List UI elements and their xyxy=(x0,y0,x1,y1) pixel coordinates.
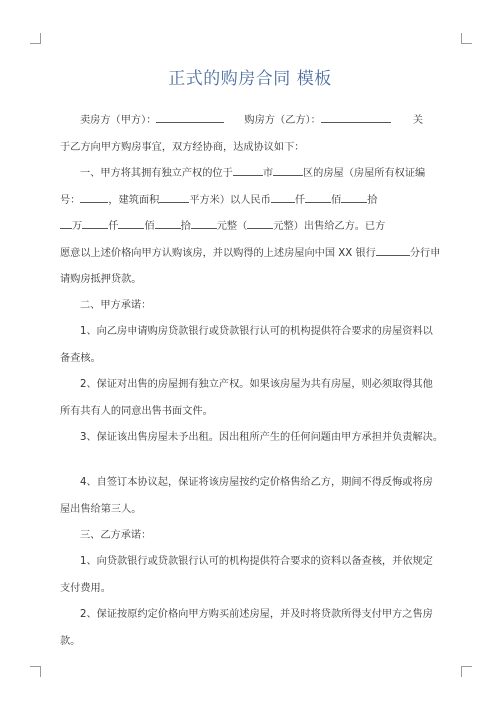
clause-1-line-1: 一、甲方将其拥有独立产权的位于 市 区的房屋（房屋所有权证编 xyxy=(60,161,432,188)
seller-label: 卖房方（甲方）： xyxy=(80,115,157,126)
section-2-item-2: 2、保证对出售的房屋拥有独立产权。如果该房屋为共有房屋，则必须取得其他 所有共有人的同意出售书面文件。 xyxy=(60,379,433,417)
bank-branch-blank[interactable] xyxy=(376,244,410,256)
page-corner-mark-top-right xyxy=(461,33,472,44)
price-qian-blank-2[interactable] xyxy=(82,217,108,229)
seller-blank[interactable] xyxy=(156,111,224,123)
price-shi-blank-2[interactable] xyxy=(155,217,181,229)
page-corner-mark-bottom-left xyxy=(30,666,41,677)
price-qian-blank-1[interactable] xyxy=(271,191,295,203)
clause-1-paragraph xyxy=(60,161,441,294)
price-bai-blank-1[interactable] xyxy=(305,191,331,203)
section-2-item-4: 4、自签订本协议起，保证将该房屋按约定价格售给乙方，期间不得反悔或将房 屋出售给第三人。 xyxy=(60,477,433,515)
buyer-blank[interactable] xyxy=(321,111,391,123)
section-2-item-3: 3、保证该出售房屋未予出租。因出租所产生的任何问题由甲方承担并负责解决。 xyxy=(80,432,444,443)
certificate-number-blank[interactable] xyxy=(80,191,108,203)
price-numeric-blank[interactable] xyxy=(247,217,273,229)
page-corner-mark-top-left xyxy=(30,33,41,44)
clause-1-line-5: 请购房抵押贷款。 xyxy=(60,274,142,285)
parties-line xyxy=(60,108,432,135)
buyer-label: 购房方（乙方）： xyxy=(244,115,321,126)
price-yuan-blank[interactable] xyxy=(191,217,217,229)
price-wan-blank[interactable] xyxy=(60,217,72,229)
section-2-item-1: 1、向乙房申请购房贷款银行或贷款银行认可的机构提供符合要求的房屋资料以 备查核。 xyxy=(60,326,433,364)
page-corner-mark-bottom-right xyxy=(461,666,472,677)
location-city-blank[interactable] xyxy=(233,164,263,176)
clause-1-line-2: 号： ，建筑面积 平方米）以人民币 仟 佰 拾 xyxy=(60,188,432,215)
intro-paragraph xyxy=(60,108,432,161)
section-3-heading-block xyxy=(60,523,432,550)
price-shi-blank-1[interactable] xyxy=(341,191,367,203)
section-3-heading: 三、乙方承诺： xyxy=(80,530,152,541)
area-blank[interactable] xyxy=(159,191,189,203)
clause-1-line-4: 愿意以上述价格向甲方认购该房，并以购得的上述房屋向中国 XX 银行 分行申 xyxy=(60,241,432,268)
section-3-item-2: 2、保证按原约定价格向甲方购买前述房屋，并及时将贷款所得支付甲方之售房 款。 xyxy=(60,609,433,647)
section-3-item-1: 1、向贷款银行或贷款银行认可的机构提供符合要求的资料以备查核，并依规定 支付费用。 xyxy=(60,556,433,594)
location-district-blank[interactable] xyxy=(273,164,303,176)
price-bai-blank-2[interactable] xyxy=(118,217,144,229)
section-2-heading: 二、甲方承诺： xyxy=(80,300,152,311)
document-title: 正式的购房合同 模板 xyxy=(168,69,332,89)
intro-line-2: 于乙方向甲方购房事宜，双方经协商，达成协议如下： xyxy=(60,141,305,153)
section-2-heading-block xyxy=(60,293,432,320)
parties-tail: 关 xyxy=(412,115,423,126)
clause-1-line-3: 万 仟 佰 拾 元整（ 元整）出售给乙方。已方 xyxy=(60,214,432,241)
